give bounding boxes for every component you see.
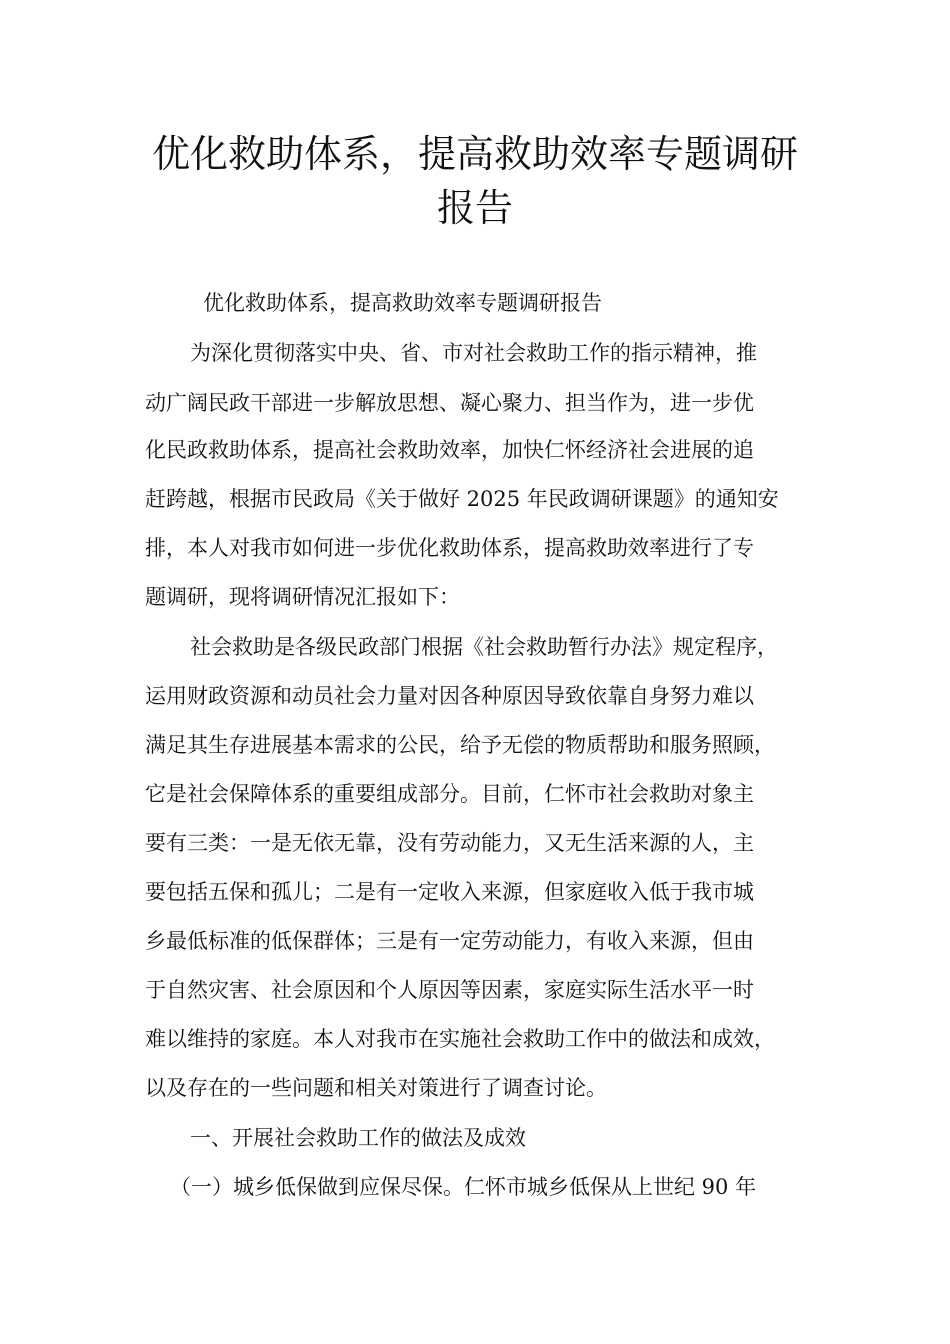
paragraph-2-line: 要有三类：一是无依无靠，没有劳动能力，又无生活来源的人，主 xyxy=(145,831,754,855)
document-title-line-2: 报告 xyxy=(436,186,513,230)
paragraph-1-line: 化民政救助体系，提高社会救助效率，加快仁怀经济社会进展的追 xyxy=(145,438,754,462)
paragraph-2-line: 以及存在的一些问题和相关对策进行了调查讨论。 xyxy=(145,1076,607,1100)
paragraph-2-line: 满足其生存进展基本需求的公民，给予无偿的物质帮助和服务照顾， xyxy=(145,733,775,757)
paragraph-1-line: 动广阔民政干部进一步解放思想、凝心聚力、担当作为，进一步优 xyxy=(145,391,754,415)
paragraph-1-line: 为深化贯彻落实中央、省、市对社会救助工作的指示精神，推 xyxy=(190,341,757,365)
document-title-line-1: 优化救助体系，提高救助效率专题调研 xyxy=(151,132,798,176)
paragraph-2-line: 要包括五保和孤儿；二是有一定收入来源，但家庭收入低于我市城 xyxy=(145,880,754,904)
paragraph-1-line: 赶跨越，根据市民政局《关于做好 2025 年民政调研课题》的通知安 xyxy=(145,487,779,511)
paragraph-2-line: 运用财政资源和动员社会力量对因各种原因导致依靠自身努力难以 xyxy=(145,684,754,708)
paragraph-2-line: 社会救助是各级民政部门根据《社会救助暂行办法》规定程序， xyxy=(190,635,778,659)
paragraph-2-line: 难以维持的家庭。本人对我市在实施社会救助工作中的做法和成效， xyxy=(145,1027,775,1051)
paragraph-1-line: 排，本人对我市如何进一步优化救助体系，提高救助效率进行了专 xyxy=(145,536,754,560)
subsection-line: （一）城乡低保做到应保尽保。仁怀市城乡低保从上世纪 90 年 xyxy=(170,1175,757,1199)
section-heading: 一、开展社会救助工作的做法及成效 xyxy=(190,1126,526,1150)
paragraph-2-line: 乡最低标准的低保群体；三是有一定劳动能力，有收入来源，但由 xyxy=(145,929,754,953)
paragraph-2-line: 它是社会保障体系的重要组成部分。目前，仁怀市社会救助对象主 xyxy=(145,782,754,806)
document-subtitle: 优化救助体系，提高救助效率专题调研报告 xyxy=(203,291,602,315)
paragraph-2-line: 于自然灾害、社会原因和个人原因等因素，家庭实际生活水平一时 xyxy=(145,978,754,1002)
paragraph-1-line: 题调研，现将调研情况汇报如下： xyxy=(145,585,460,609)
